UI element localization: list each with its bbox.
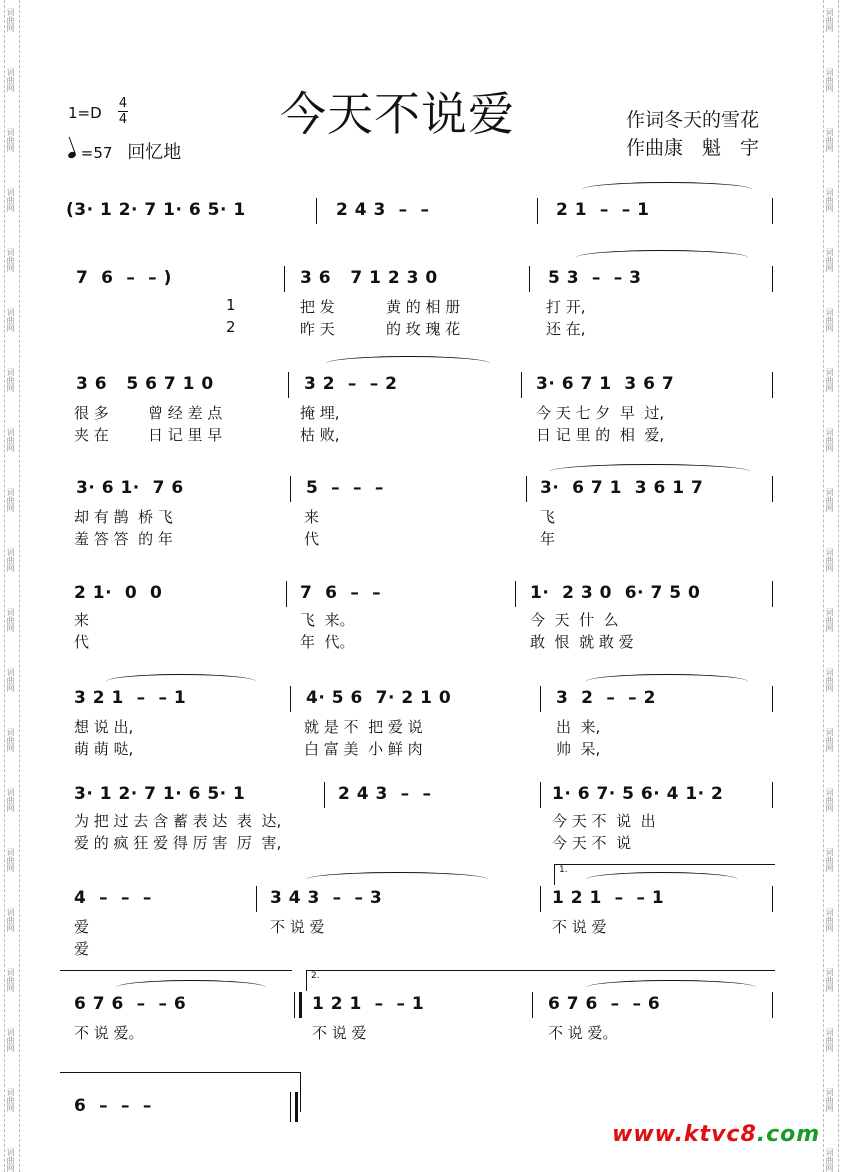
watermark-text: 词曲网	[6, 128, 15, 152]
lyric: 为 把 过 去 含 蓄 表 达 表 达,	[74, 812, 282, 830]
measure: 3· 6 7 1 3 6 1 7	[540, 478, 704, 498]
measure: 3 2 – – 2	[304, 374, 398, 394]
lyricist: 作词冬天的雪花	[626, 109, 760, 131]
lyric: 不 说 爱。	[548, 1024, 618, 1042]
tempo-marking	[68, 138, 181, 164]
time-signature	[118, 96, 128, 127]
watermark-text: 词曲网	[825, 368, 834, 392]
measure: 5 – – –	[306, 478, 384, 498]
measure: 3 4 3 – – 3	[270, 888, 383, 908]
lyric: 不 说 爱	[312, 1024, 367, 1042]
watermark-text: 词曲网	[825, 188, 834, 212]
expression-text: 回忆地	[127, 142, 182, 163]
lyric: 年	[540, 530, 556, 548]
lyric: 还 在,	[546, 320, 586, 338]
watermark-text: 词曲网	[6, 668, 15, 692]
watermark-text: 词曲网	[6, 1088, 15, 1112]
tie	[326, 356, 490, 371]
tie	[550, 464, 750, 479]
measure: 6 – – –	[74, 1096, 152, 1116]
measure: 1 2 1 – – 1	[552, 888, 665, 908]
measure: 3· 6 7 1 3 6 7	[536, 374, 675, 394]
key-signature: 1=D	[68, 104, 102, 122]
volta-line	[60, 970, 292, 971]
measure: 7 6 – –	[300, 583, 382, 603]
lyric: 爱	[74, 918, 90, 936]
lyric: 昨 天	[300, 320, 335, 338]
measure: 2 4 3 – –	[338, 784, 432, 804]
lyric: 夹 在	[74, 426, 109, 444]
lyric: 年 代。	[300, 633, 355, 651]
measure: 3· 6 1· 7 6	[76, 478, 184, 498]
watermark-text: 词曲网	[825, 728, 834, 752]
measure: 2 1· 0 0	[74, 583, 163, 603]
watermark-text: 词曲网	[825, 8, 834, 32]
tie	[106, 674, 256, 689]
final-barline	[290, 1092, 298, 1122]
lyric: 不 说 爱	[552, 918, 607, 936]
measure: 3 6 7 1 2 3 0	[300, 268, 438, 288]
watermark-strip-left	[4, 0, 20, 1172]
watermark-text: 词曲网	[6, 68, 15, 92]
measure: 4· 5 6 7· 2 1 0	[306, 688, 452, 708]
watermark-text: 词曲网	[825, 1148, 834, 1172]
measure: 3 2 1 – – 1	[74, 688, 187, 708]
lyric: 爱 的 疯 狂 爱 得 厉 害 厉 害,	[74, 834, 282, 852]
watermark-text: 词曲网	[6, 428, 15, 452]
watermark-text: 词曲网	[825, 668, 834, 692]
lyric: 很 多	[74, 404, 109, 422]
lyric: 就 是 不 把 爱 说	[304, 718, 423, 736]
watermark-text: 词曲网	[825, 488, 834, 512]
watermark-text: 词曲网	[825, 1028, 834, 1052]
watermark-text: 词曲网	[6, 368, 15, 392]
time-top: 4	[118, 96, 128, 111]
watermark-text: 词曲网	[6, 728, 15, 752]
volta-bracket: 2.	[306, 970, 775, 991]
watermark-text: 词曲网	[6, 8, 15, 32]
measure: 3 2 – – 2	[556, 688, 656, 708]
lyric: 白 富 美 小 鲜 肉	[304, 740, 423, 758]
watermark-text: 词曲网	[6, 248, 15, 272]
verse-number: 2	[226, 318, 236, 336]
watermark-text: 词曲网	[825, 548, 834, 572]
watermark-text: 词曲网	[825, 608, 834, 632]
lyric: 却 有 鹊 桥 飞	[74, 508, 173, 526]
watermark-text: 词曲网	[825, 128, 834, 152]
measure: 2 1 – – 1	[556, 200, 650, 220]
volta-line	[60, 1072, 300, 1073]
watermark-text: 词曲网	[6, 968, 15, 992]
lyric: 的 玫 瑰 花	[386, 320, 461, 338]
lyric: 黄 的 相 册	[386, 298, 461, 316]
lyric: 今 天 七 夕 早 过,	[536, 404, 665, 422]
watermark-text: 词曲网	[825, 428, 834, 452]
lyric: 飞 来。	[300, 611, 355, 629]
quarter-note-icon	[67, 151, 77, 159]
time-bottom: 4	[118, 112, 128, 127]
composer: 作曲康 魁 宇	[626, 137, 760, 159]
measure: 6 7 6 – – 6	[548, 994, 661, 1014]
tie	[116, 980, 266, 995]
lyric: 不 说 爱	[270, 918, 325, 936]
measure: 7 6 – – )	[76, 268, 172, 288]
lyric: 日 记 里 的 相 爱,	[536, 426, 665, 444]
watermark-text: 词曲网	[825, 968, 834, 992]
lyric: 日 记 里 早	[148, 426, 223, 444]
volta-bracket: 1.	[554, 864, 775, 885]
measure: 4 – – –	[74, 888, 152, 908]
credits	[626, 106, 759, 162]
watermark-text: 词曲网	[6, 908, 15, 932]
watermark-text: 词曲网	[6, 488, 15, 512]
watermark-text: 词曲网	[825, 788, 834, 812]
measure: 1· 6 7· 5 6· 4 1· 2	[552, 784, 724, 804]
watermark-text: 词曲网	[6, 188, 15, 212]
watermark-text: 词曲网	[6, 548, 15, 572]
verse-number: 1	[226, 296, 236, 314]
lyric: 想 说 出,	[74, 718, 134, 736]
lyric: 打 开,	[546, 298, 586, 316]
tie	[586, 872, 738, 887]
tie	[586, 980, 756, 995]
lyric: 来	[304, 508, 320, 526]
watermark-strip-right	[823, 0, 839, 1172]
lyric: 今 天 不 说	[552, 834, 632, 852]
lyric: 掩 埋,	[300, 404, 340, 422]
measure: 1 2 1 – – 1	[312, 994, 425, 1014]
lyric: 曾 经 差 点	[148, 404, 223, 422]
tie	[582, 182, 752, 197]
watermark-text: 词曲网	[825, 848, 834, 872]
lyric: 今 天 什 么	[530, 611, 619, 629]
lyric: 代	[304, 530, 320, 548]
watermark-text: 词曲网	[6, 308, 15, 332]
measure: 2 4 3 – –	[336, 200, 430, 220]
lyric: 出 来,	[556, 718, 601, 736]
watermark-text: 词曲网	[825, 248, 834, 272]
lyric: 羞 答 答 的 年	[74, 530, 173, 548]
watermark-text: 词曲网	[825, 908, 834, 932]
watermark-text: 词曲网	[825, 1088, 834, 1112]
measure: 3 6 5 6 7 1 0	[76, 374, 214, 394]
lyric: 飞	[540, 508, 556, 526]
measure: 5 3 – – 3	[548, 268, 642, 288]
song-title: 今天不说爱	[280, 87, 515, 141]
lyric: 不 说 爱。	[74, 1024, 144, 1042]
repeat-barline	[294, 992, 302, 1018]
watermark-text: 词曲网	[825, 68, 834, 92]
tie	[576, 250, 748, 265]
lyric: 敢 恨 就 敢 爱	[530, 633, 634, 651]
watermark-text: 词曲网	[6, 848, 15, 872]
watermark-text: 词曲网	[6, 1028, 15, 1052]
lyric: 萌 萌 哒,	[74, 740, 134, 758]
measure: 1· 2 3 0 6· 7 5 0	[530, 583, 701, 603]
watermark-text: 词曲网	[6, 608, 15, 632]
lyric: 今 天 不 说 出	[552, 812, 656, 830]
lyric: 爱	[74, 940, 90, 958]
measure: 6 7 6 – – 6	[74, 994, 187, 1014]
lyric: 来	[74, 611, 90, 629]
measure: 3· 1 2· 7 1· 6 5· 1	[74, 784, 246, 804]
watermark-text: 词曲网	[825, 308, 834, 332]
lyric: 枯 败,	[300, 426, 340, 444]
lyric: 把 发	[300, 298, 335, 316]
tie	[586, 674, 748, 689]
lyric: 帅 呆,	[556, 740, 601, 758]
site-watermark: www.ktvc8.com	[612, 1122, 821, 1147]
tie	[306, 872, 488, 887]
watermark-text: 词曲网	[6, 788, 15, 812]
measure: (3· 1 2· 7 1· 6 5· 1	[66, 200, 246, 220]
tempo-value: =57	[80, 144, 113, 162]
lyric: 代	[74, 633, 90, 651]
watermark-text: 词曲网	[6, 1148, 15, 1172]
